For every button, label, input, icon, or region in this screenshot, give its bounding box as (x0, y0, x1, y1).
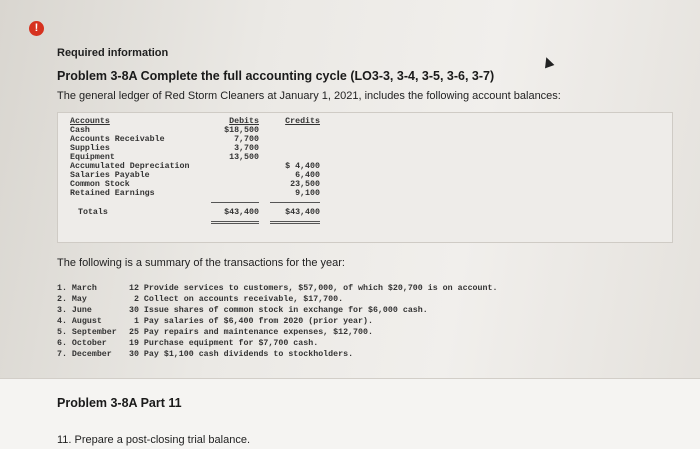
general-ledger-panel (57, 112, 673, 243)
transaction-month: 2. May (57, 295, 87, 304)
transaction-detail: 12 Provide services to customers, $57,000, of which $20,700 is on account. (129, 284, 498, 293)
totals-label: Totals (78, 208, 108, 217)
accounts-header: Accounts (70, 117, 110, 126)
transaction-month: 7. December (57, 350, 112, 359)
account-name: Common Stock (70, 180, 130, 189)
debit-value: 7,700 (234, 135, 259, 144)
transaction-month: 1. March (57, 284, 97, 293)
debits-header: Debits (229, 117, 259, 126)
debit-value: 13,500 (229, 153, 259, 162)
required-information-label: Required information (57, 47, 169, 59)
transaction-detail: 30 Issue shares of common stock in exchange for $6,000 cash. (129, 306, 428, 315)
transaction-detail: 1 Pay salaries of $6,400 from 2020 (prior year). (129, 317, 373, 326)
account-name: Retained Earnings (70, 189, 155, 198)
account-name: Equipment (70, 153, 115, 162)
credit-double-rule (270, 223, 320, 224)
credits-header: Credits (285, 117, 320, 126)
ledger-intro-text: The general ledger of Red Storm Cleaners at January 1, 2021, includes the following account balances: (57, 90, 561, 102)
mouse-cursor-icon (542, 56, 555, 69)
debit-value: 3,700 (234, 144, 259, 153)
debit-value: $18,500 (224, 126, 259, 135)
credit-total: $43,400 (285, 208, 320, 217)
credit-value: 6,400 (295, 171, 320, 180)
credit-value: 23,500 (290, 180, 320, 189)
task-instruction: 11. Prepare a post-closing trial balance. (57, 434, 251, 446)
credit-value: $ 4,400 (285, 162, 320, 171)
credit-total-rule (270, 202, 320, 203)
transaction-detail: 2 Collect on accounts receivable, $17,700. (129, 295, 344, 304)
account-name: Salaries Payable (70, 171, 150, 180)
account-name: Cash (70, 126, 90, 135)
debit-total-rule (211, 202, 259, 203)
transactions-summary-title: The following is a summary of the transactions for the year: (57, 257, 345, 269)
debit-double-rule (211, 223, 259, 224)
transaction-month: 6. October (57, 339, 107, 348)
transaction-detail: 25 Pay repairs and maintenance expenses, $12,700. (129, 328, 373, 337)
transaction-month: 4. August (57, 317, 102, 326)
ledger-row (58, 189, 672, 199)
transaction-detail: 19 Purchase equipment for $7,700 cash. (129, 339, 319, 348)
problem-title: Problem 3-8A Complete the full accounting cycle (LO3-3, 3-4, 3-5, 3-6, 3-7) (57, 69, 495, 83)
credit-double-rule (270, 221, 320, 222)
account-name: Supplies (70, 144, 110, 153)
debit-total: $43,400 (224, 208, 259, 217)
part-title: Problem 3-8A Part 11 (57, 396, 182, 410)
transaction-month: 3. June (57, 306, 92, 315)
ledger-totals-row (58, 208, 672, 218)
transaction-month: 5. September (57, 328, 117, 337)
transaction-detail: 30 Pay $1,100 cash dividends to stockholders. (129, 350, 354, 359)
alert-icon: ! (29, 21, 44, 36)
account-name: Accounts Receivable (70, 135, 165, 144)
debit-double-rule (211, 221, 259, 222)
credit-value: 9,100 (295, 189, 320, 198)
account-name: Accumulated Depreciation (70, 162, 190, 171)
